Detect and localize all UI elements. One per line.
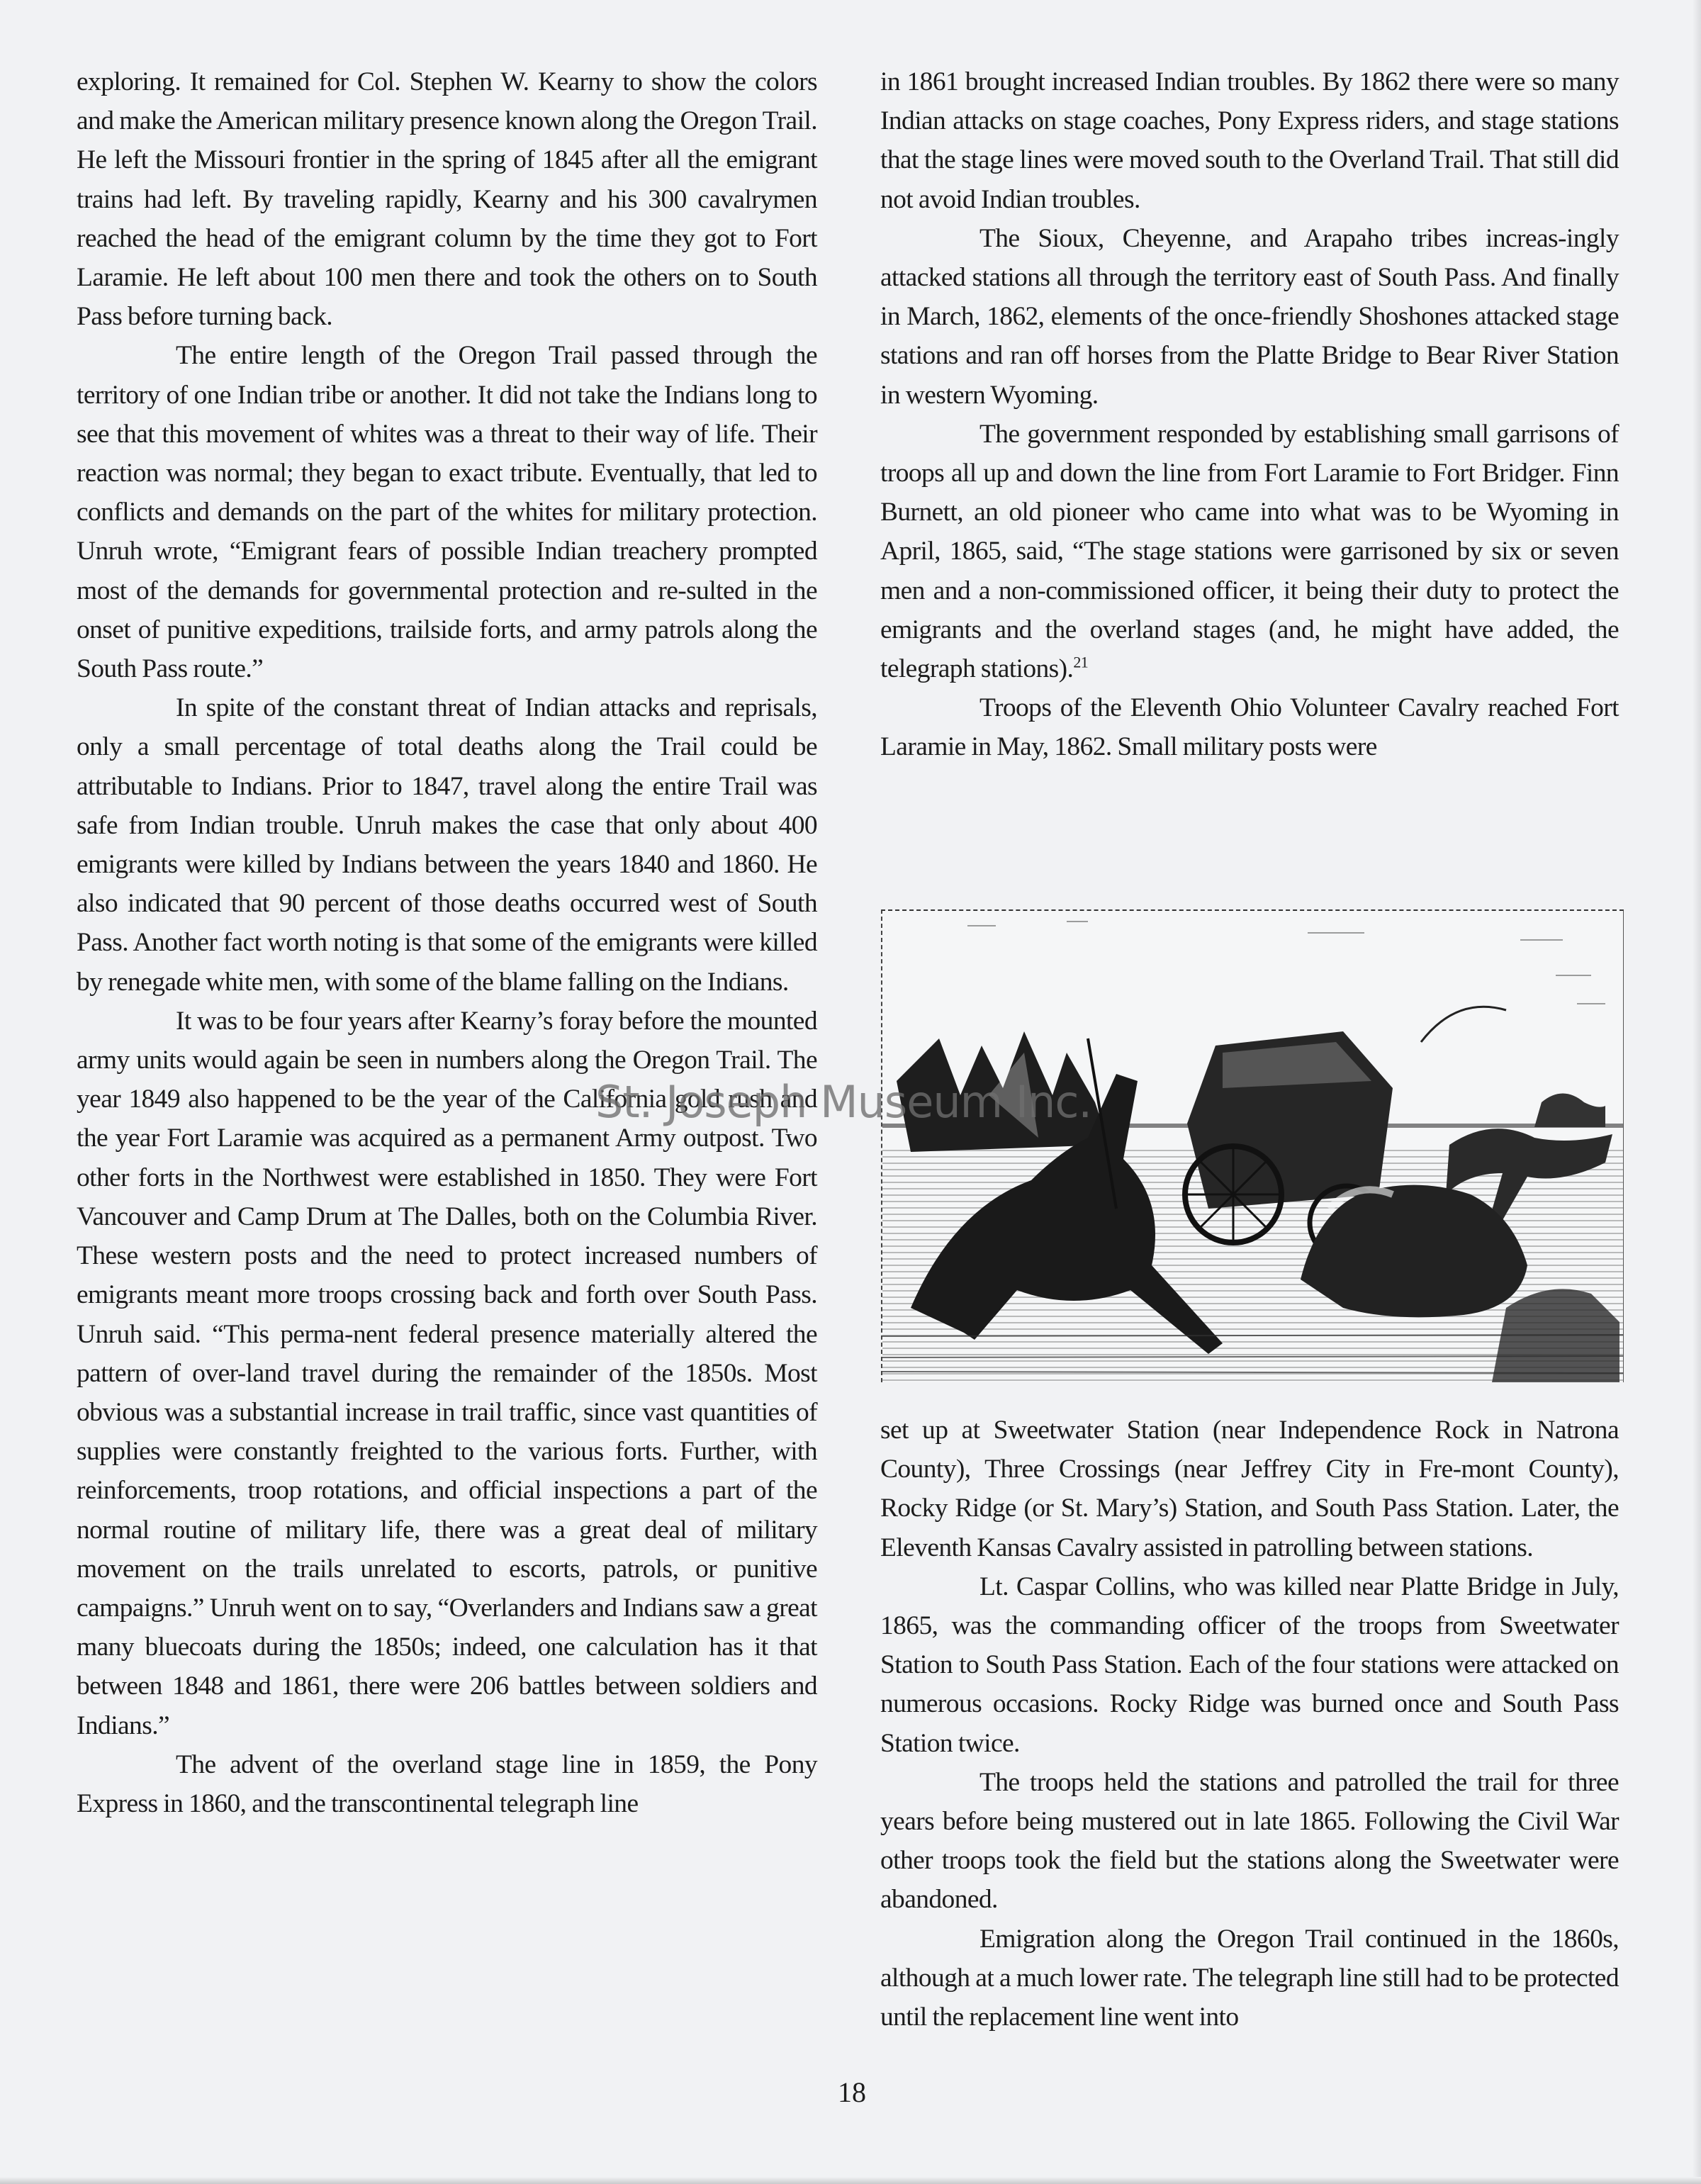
- paragraph: Lt. Caspar Collins, who was killed near Platte Bridge in July, 1865, was the commanding officer of the troops from Sweetwater Station to South Pass Station. Each of the four stations were attacked on numerous occasions. Rocky Ridge was burned once and South Pass Station twice.: [880, 1572, 1619, 1758]
- paragraph: The Sioux, Cheyenne, and Arapaho tribes increas-ingly attacked stations all through the territory east of South Pass. And finally in March, 1862, elements of the once-friendly Shoshones attacked stage stations and ran off horses from the Platte Bridge to Bear River Station in western Wyoming.: [880, 223, 1619, 410]
- paragraph: Troops of the Eleventh Ohio Volunteer Cavalry reached Fort Laramie in May, 1862. Small military posts were: [880, 693, 1619, 762]
- page-edge-shadow: [1692, 0, 1701, 2184]
- paragraph: It was to be four years after Kearny’s foray before the mounted army units would again be seen in numbers along the Oregon Trail. The year 1849 also happened to be the year of the California gold rush and the year Fort Laramie was acquired as a permanent Army outpost. Two other forts in the Northwest were established in 1850. They were Fort Vancouver and Camp Drum at The Dalles, both on the Columbia River. These western posts and the need to protect increased numbers of emigrants meant more troops crossing back and forth over South Pass. Unruh said. “This perma-nent federal presence materially altered the pattern of over-land travel during the remainder of the 1850s. Most obvious was a substantial increase in trail traffic, since vast quantities of supplies were constantly freighted to the various forts. Further, with reinforcements, troop rotations, and official inspections a part of the normal routine of military life, there was a great deal of military movement on the trails unrelated to escorts, patrols, or punitive campaigns.” Unruh went on to say, “Overlanders and Indians saw a great many bluecoats during the 1850s; indeed, one calculation has it that between 1848 and 1861, there were 206 battles between soldiers and Indians.”: [77, 1006, 817, 1740]
- museum-watermark: St. Joseph Museum Inc.: [595, 1076, 1092, 1128]
- paragraph: The advent of the overland stage line in 1859, the Pony Express in 1860, and the transcontinental telegraph line: [77, 1749, 817, 1818]
- paragraph: The entire length of the Oregon Trail passed through the territory of one Indian tribe or another. It did not take the Indians long to see that this movement of whites was a threat to their way of life. Their reaction was normal; they began to exact tribute. Eventually, that led to conflicts and demands on the part of the whites for military protection. Unruh wrote, “Emigrant fears of possible Indian treachery prompted most of the demands for governmental protection and re-sulted in the onset of punitive expeditions, trailside forts, and army patrols along the South Pass route.”: [77, 341, 817, 684]
- footnote-marker: 21: [1073, 653, 1089, 671]
- paragraph: in 1861 brought increased Indian troubles. By 1862 there were so many Indian attacks on stage coaches, Pony Express riders, and stage stations that the stage lines were moved south to the Overland Trail. That still did not avoid Indian troubles.: [880, 67, 1619, 214]
- right-text-column-bottom: [880, 1411, 1619, 2037]
- paragraph: The troops held the stations and patrolled the trail for three years before being mustered out in late 1865. Following the Civil War other troops took the field but the stations along the Sweetwater were abandoned.: [880, 1767, 1619, 1915]
- page-edge-shadow-bottom: [0, 2177, 1701, 2184]
- page-number: 18: [838, 2076, 866, 2108]
- paragraph: Emigration along the Oregon Trail continued in the 1860s, although at a much lower rate. The telegraph line still had to be protected until the replacement line went into: [880, 1924, 1619, 2032]
- paragraph: In spite of the constant threat of Indian attacks and reprisals, only a small percentage of total deaths along the Trail could be attributable to Indians. Prior to 1847, travel along the entire Trail was safe from Indian trouble. Unruh makes the case that only about 400 emigrants were killed by Indians between the years 1840 and 1860. He also indicated that 90 percent of those deaths occurred west of South Pass. Another fact worth noting is that some of the emigrants were killed by renegade white men, with some of the blame falling on the Indians.: [77, 693, 817, 997]
- right-text-column-top: [880, 62, 1619, 767]
- paragraph-with-footnote: [880, 415, 1619, 688]
- paragraph-text: The government responded by establishing small garrisons of troops all up and down the line from Fort Laramie to Fort Bridger. Finn Burnett, an old pioneer who came into what was to be Wyoming in April, 1865, said, “The stage stations were garrisoned by six or seven men and a non-commissioned officer, it being their duty to protect the emigrants and the overland stages (and, he might have added, the telegraph stations).: [880, 419, 1619, 684]
- paragraph: set up at Sweetwater Station (near Independence Rock in Natrona County), Three Crossings (near Jeffrey City in Fre-mont County), Rocky Ridge (or St. Mary’s) Station, and South Pass Station. Later, the Eleventh Kansas Cavalry assisted in patrolling between stations.: [880, 1416, 1619, 1562]
- stagecoach-attack-illustration: [881, 909, 1624, 1382]
- left-text-column: [77, 62, 817, 1823]
- engraving-icon: [882, 911, 1623, 1382]
- paragraph: exploring. It remained for Col. Stephen W. Kearny to show the colors and make the American military presence known along the Oregon Trail. He left the Missouri frontier in the spring of 1845 after all the emigrant trains had left. By traveling rapidly, Kearny and his 300 cavalrymen reached the head of the emigrant column by the time they got to Fort Laramie. He left about 100 men there and took the others on to South Pass before turning back.: [77, 67, 817, 332]
